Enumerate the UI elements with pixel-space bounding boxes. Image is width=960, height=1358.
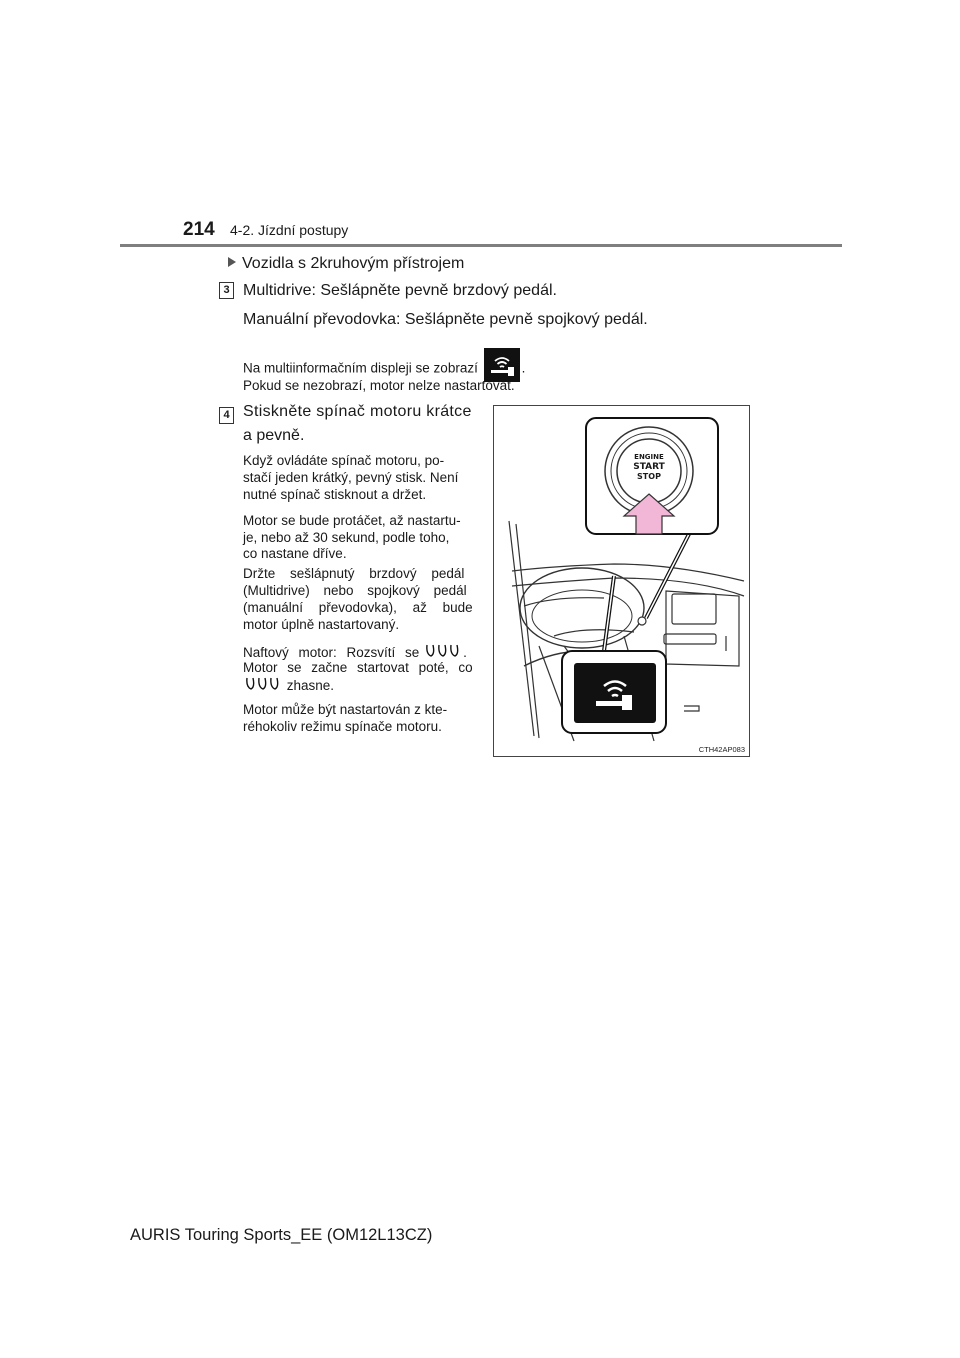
page-number: 214 [183,219,215,240]
header-divider [120,244,842,247]
step-4-p2-line1: Motor se bude protáčet, až nastartu- [243,513,461,528]
button-line-start: START [633,462,665,472]
step-4-p3-line4: motor úplně nastartovaný. [243,617,400,632]
step-4-p4-line3 [243,675,334,698]
subsection-heading-text: Vozidla s 2kruhovým přístrojem [242,255,465,272]
p3-line1-text: Držte sešlápnutý brzdový pedál [243,566,465,581]
start-stop-button-label [620,452,678,482]
p4-line3-text: zhasne. [286,677,335,693]
button-line-engine: ENGINE [634,453,664,461]
step-4-p4-line2: Motor se začne startovat poté, co [243,660,473,675]
footer-doc-id: AURIS Touring Sports_EE (OM12L13CZ) [130,1226,433,1244]
triangle-bullet-icon [228,257,236,267]
step-4-p5-line1: Motor může být nastartován z kte- [243,702,448,717]
note-1-text: Na multiinformačním displeji se zobrazí [243,360,478,376]
button-line-stop: STOP [637,472,661,481]
glow-plug-icon [243,675,283,698]
step-4-p3-line1 [243,566,485,583]
step-4-p1-line3: nutné spínač stisknout a držet. [243,487,427,502]
step-4-p3-line2: (Multidrive) nebo spojkový pedál [243,583,467,598]
key-indicator-icon [484,348,520,382]
step-4-marker: 4 [219,407,234,424]
step-4-p1-line2: stačí jeden krátký, pevný stisk. Není [243,470,459,485]
step-4-p2-line3: co nastane dříve. [243,546,347,561]
p4-line1-text: Naftový motor: Rozsvítí se [243,644,420,660]
note-1-end: . [521,360,526,376]
figure-code: CTH42AP083 [698,745,745,754]
subsection-heading [228,255,464,273]
dashboard-illustration [493,405,750,757]
step-3-line1: Multidrive: Sešlápněte pevně brzdový pedál. [243,282,557,299]
step-4-p1-line1: Když ovládáte spínač motoru, po- [243,453,445,468]
step-4-p3-line3: (manuální převodovka), až bude [243,600,473,615]
step-4-title-line1: Stiskněte spínač motoru krátce [243,403,472,420]
section-title: 4-2. Jízdní postupy [230,222,349,238]
step-4-p5-line2: réhokoliv režimu spínače motoru. [243,719,442,734]
step-4-p2-line2: je, nebo až 30 sekund, podle toho, [243,530,450,545]
step-3-note-2: Pokud se nezobrazí, motor nelze nastartovat. [243,378,515,393]
step-3-line2: Manuální převodovka: Sešlápněte pevně spojkový pedál. [243,311,648,328]
step-4-title-line2: a pevně. [243,427,305,444]
p4-line1-end: . [463,644,467,660]
step-3-marker: 3 [219,282,234,299]
